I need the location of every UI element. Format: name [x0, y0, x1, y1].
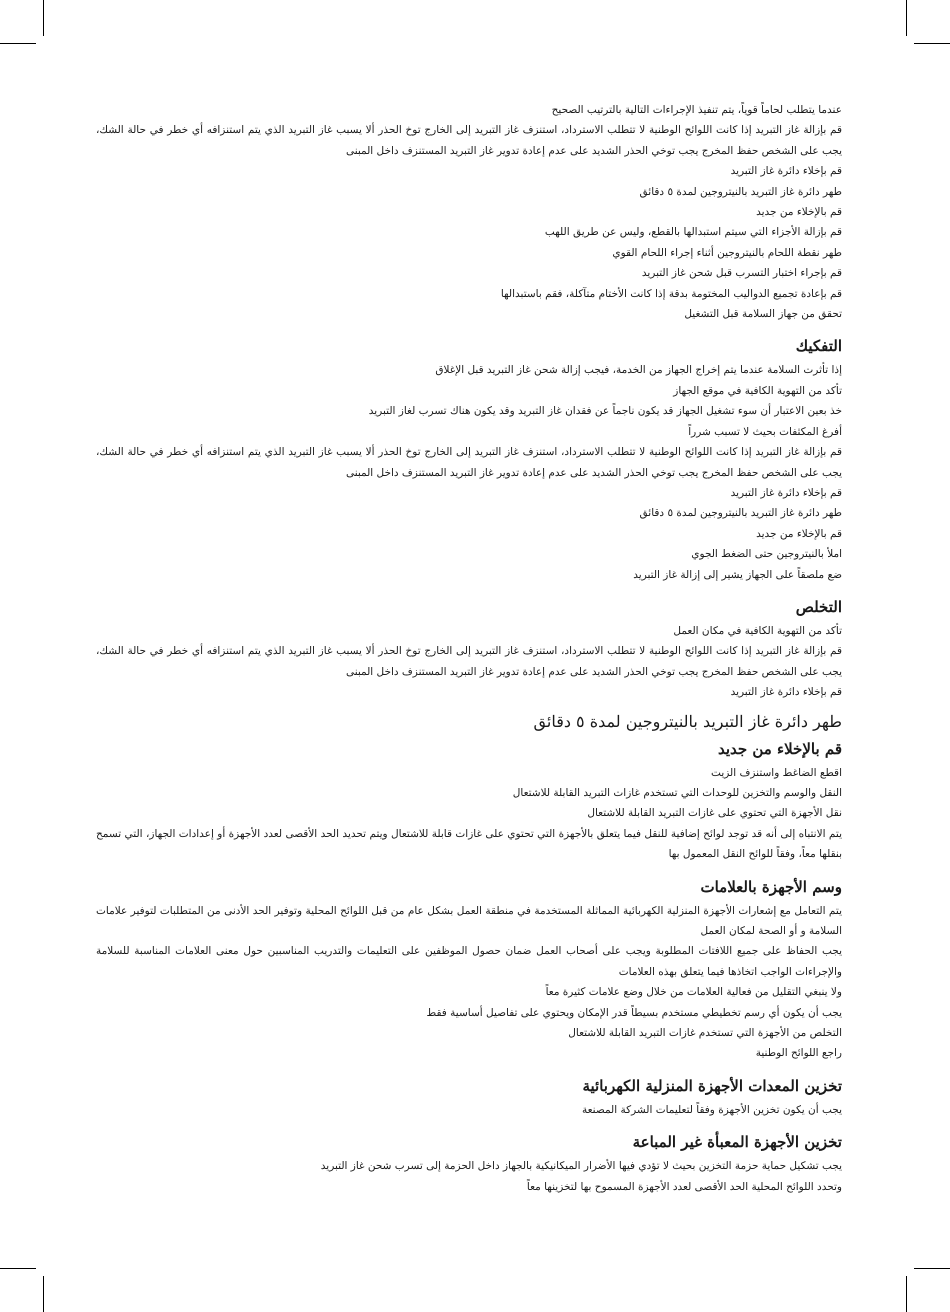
- paragraph: قم بإزالة الأجزاء التي سيتم استبدالها بالقطع، وليس عن طريق اللهب: [544, 226, 842, 239]
- paragraph: قم بالإخلاء من جديد: [756, 206, 842, 219]
- crop-mark: [43, 0, 44, 36]
- paragraph: قم بإجراء اختبار التسرب قبل شحن غاز التبريد: [641, 267, 842, 280]
- paragraph: النقل والوسم والتخزين للوحدات التي تستخدم غازات التبريد القابلة للاشتعال: [512, 786, 842, 799]
- paragraph: طهر دائرة غاز التبريد بالنيتروجين لمدة ٥ دقائق: [639, 185, 842, 198]
- evacuate-again-section: [96, 737, 842, 865]
- paragraph: قم بإزالة غاز التبريد إذا كانت اللوائح الوطنية لا تتطلب الاسترداد، استنزف غاز التبريد إلى الخارج توخ الحذر ألا يسبب غاز التبريد الذي يتم استنزافه أي خطر في حالة الشك، يجب على الشخص حفظ المخرج يجب توخي الحذر الشديد على عدم إعادة تدوير غاز التبريد المستنزف داخل المبنى: [96, 645, 842, 678]
- paragraph: قم بالإخلاء من جديد: [756, 527, 842, 540]
- crop-mark: [914, 1268, 950, 1269]
- crop-mark: [906, 0, 907, 36]
- section-heading: التخلص: [795, 597, 842, 616]
- crop-mark: [906, 1276, 907, 1312]
- crop-mark: [0, 1268, 36, 1269]
- crop-mark: [914, 43, 950, 44]
- paragraph: تحقق من جهاز السلامة قبل التشغيل: [684, 308, 842, 321]
- paragraph: وتحدد اللوائح المحلية الحد الأقصى لعدد الأجهزة المسموح بها لتخزينها معاً: [526, 1180, 842, 1193]
- paragraph: قم بإخلاء دائرة غاز التبريد: [730, 486, 842, 499]
- section-heading: تخزين المعدات الأجهزة المنزلية الكهربائية: [582, 1076, 842, 1095]
- paragraph: قم بإزالة غاز التبريد إذا كانت اللوائح الوطنية لا تتطلب الاسترداد، استنزف غاز التبريد إلى الخارج توخ الحذر ألا يسبب غاز التبريد الذي يتم استنزافه أي خطر في حالة الشك، يجب على الشخص حفظ المخرج يجب توخي الحذر الشديد على عدم إعادة تدوير غاز التبريد المستنزف داخل المبنى: [96, 124, 842, 157]
- disposal-section: [96, 595, 842, 735]
- section-heading: قم بالإخلاء من جديد: [717, 739, 842, 758]
- paragraph: خذ بعين الاعتبار أن سوء تشغيل الجهاز قد يكون ناجماً عن فقدان غاز التبريد وقد يكون هناك تسرب لغاز التبريد: [368, 405, 842, 418]
- paragraph: إذا تأثرت السلامة عندما يتم إخراج الجهاز من الخدمة، فيجب إزالة شحن غاز التبريد قبل الإغلاق: [435, 364, 842, 377]
- section-heading: وسم الأجهزة بالعلامات: [700, 877, 842, 896]
- paragraph: يتم التعامل مع إشعارات الأجهزة المنزلية الكهربائية المماثلة المستخدمة في منطقة العمل بشكل عام من قبل اللوائح المحلية وتوفير الحد الأدنى من المتطلبات لتوفير علامات السلامة و أو الصحة لمكان العمل: [96, 904, 842, 937]
- paragraph: قم بإزالة غاز التبريد إذا كانت اللوائح الوطنية لا تتطلب الاسترداد، استنزف غاز التبريد إلى الخارج توخ الحذر ألا يسبب غاز التبريد الذي يتم استنزافه أي خطر في حالة الشك، يجب على الشخص حفظ المخرج يجب توخي الحذر الشديد على عدم إعادة تدوير غاز التبريد المستنزف داخل المبنى: [96, 446, 842, 479]
- section-heading: التفكيك: [795, 337, 842, 356]
- paragraph: تأكد من التهوية الكافية في مكان العمل: [673, 624, 842, 637]
- paragraph: طهر نقطة اللحام بالنيتروجين أثناء إجراء اللحام القوي: [612, 246, 842, 259]
- marking-section: [96, 875, 842, 1064]
- paragraph: قم بإعادة تجميع الدواليب المختومة بدقة إذا كانت الأختام متآكلة، فقم باستبدالها: [500, 287, 842, 300]
- storage-unpacked-section: [96, 1130, 842, 1197]
- paragraph: يجب أن يكون تخزين الأجهزة وفقاً لتعليمات الشركة المصنعة: [581, 1103, 842, 1116]
- paragraph: طهر دائرة غاز التبريد بالنيتروجين لمدة ٥ دقائق: [639, 507, 842, 520]
- paragraph: ضع ملصقاً على الجهاز يشير إلى إزالة غاز التبريد: [633, 568, 842, 581]
- paragraph: يجب الحفاظ على جميع اللافتات المطلوبة ويجب على أصحاب العمل ضمان حصول الموظفين على التعليمات والتدريب المناسبين حول معنى العلامات المناسبة للسلامة والإجراءات الواجب اتخاذها فيما يتعلق بهذه العلامات: [96, 945, 842, 978]
- paragraph: أفرغ المكثفات بحيث لا تسبب شرراً: [688, 425, 842, 438]
- paragraph: قم بإخلاء دائرة غاز التبريد: [730, 165, 842, 178]
- paragraph: عندما يتطلب لحاماً قوياً، يتم تنفيذ الإجراءات التالية بالترتيب الصحيح: [551, 104, 842, 116]
- paragraph: نقل الأجهزة التي تحتوي على غازات التبريد القابلة للاشتعال: [587, 807, 842, 820]
- paragraph: قم بإخلاء دائرة غاز التبريد: [730, 686, 842, 699]
- section-heading: تخزين الأجهزة المعبأة غير المباعة: [632, 1133, 842, 1152]
- crop-mark: [43, 1276, 44, 1312]
- paragraph: ولا ينبغي التقليل من فعالية العلامات من خلال وضع علامات كثيرة معاً: [545, 986, 842, 999]
- large-line: طهر دائرة غاز التبريد بالنيتروجين لمدة ٥ دقائق: [533, 711, 842, 731]
- paragraph: راجع اللوائح الوطنية: [755, 1047, 842, 1060]
- paragraph: املأ بالنيتروجين حتى الضغط الجوي: [691, 548, 842, 561]
- paragraph: يجب أن يكون أي رسم تخطيطي مستخدم بسيطاً قدر الإمكان ويحتوي على تفاصيل أساسية فقط: [426, 1006, 842, 1019]
- paragraph: التخلص من الأجهزة التي تستخدم غازات التبريد القابلة للاشتعال: [568, 1027, 842, 1040]
- paragraph: تأكد من التهوية الكافية في موقع الجهاز: [673, 384, 842, 397]
- paragraph: اقطع الضاغط واستنزف الزيت: [711, 766, 842, 779]
- crop-mark: [0, 43, 36, 44]
- dismantling-section: [96, 334, 842, 584]
- paragraph: يتم الانتباه إلى أنه قد توجد لوائح إضافية للنقل فيما يتعلق بالأجهزة التي تحتوي على غازات قابلة للاشتعال ويتم تحديد الحد الأقصى لعدد الأجهزة أو إعدادات الجهاز، التي تسمح بنقلها معاً، وفقاً للوائح النقل المعمول بها: [96, 827, 842, 861]
- intro-section: [96, 100, 842, 324]
- storage-equipment-section: [96, 1074, 842, 1120]
- document-page: [96, 100, 842, 1197]
- paragraph: يجب تشكيل حماية حزمة التخزين بحيث لا تؤدي فيها الأضرار الميكانيكية بالجهاز داخل الحزمة إلى تسرب شحن غاز التبريد: [320, 1160, 842, 1173]
